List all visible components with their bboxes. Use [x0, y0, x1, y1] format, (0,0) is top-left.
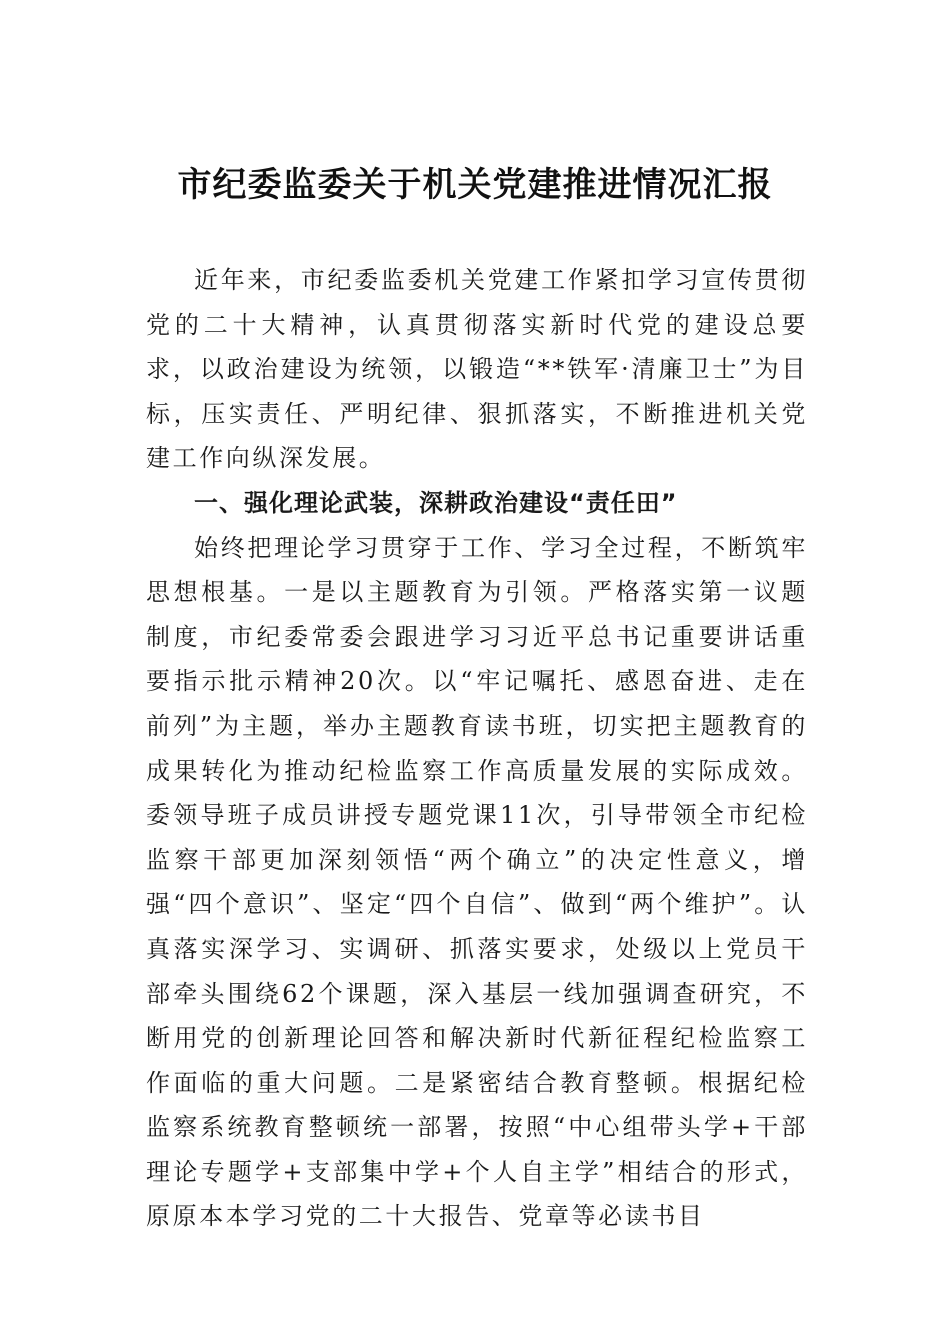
section-one-paragraph: 始终把理论学习贯穿于工作、学习全过程，不断筑牢思想根基。一是以主题教育为引领。严格落实第一议题制度，市纪委常委会跟进学习习近平总书记重要讲话重要指示批示精神20次。以“牢记嘱托、感恩奋进、走在前列”为主题，举办主题教育读书班，切实把主题教育的成果转化为推动纪检监察工作高质量发展的实际成效。委领导班子成员讲授专题党课11次，引导带领全市纪检监察干部更加深刻领悟“两个确立”的决定性意义，增强“四个意识”、坚定“四个自信”、做到“两个维护”。认真落实深学习、实调研、抓落实要求，处级以上党员干部牵头围绕62个课题，深入基层一线加强调查研究，不断用党的创新理论回答和解决新时代新征程纪检监察工作面临的重大问题。二是紧密结合教育整顿。根据纪检监察系统教育整顿统一部署，按照“中心组带头学+干部理论专题学+支部集中学+个人自主学”相结合的形式，原原本本学习党的二十大报告、党章等必读书目	[146, 533, 808, 1231]
document-body	[146, 258, 808, 1239]
document-title: 市纪委监委关于机关党建推进情况汇报	[177, 165, 773, 205]
intro-paragraph: 近年来，市纪委监委机关党建工作紧扣学习宣传贯彻党的二十大精神，认真贯彻落实新时代党的建设总要求，以政治建设为统领，以锻造“**铁军·清廉卫士”为目标，压实责任、严明纪律、狠抓落实，不断推进机关党建工作向纵深发展。	[146, 266, 808, 473]
section-one-heading: 一、强化理论武装，深耕政治建设“责任田”	[194, 488, 678, 517]
